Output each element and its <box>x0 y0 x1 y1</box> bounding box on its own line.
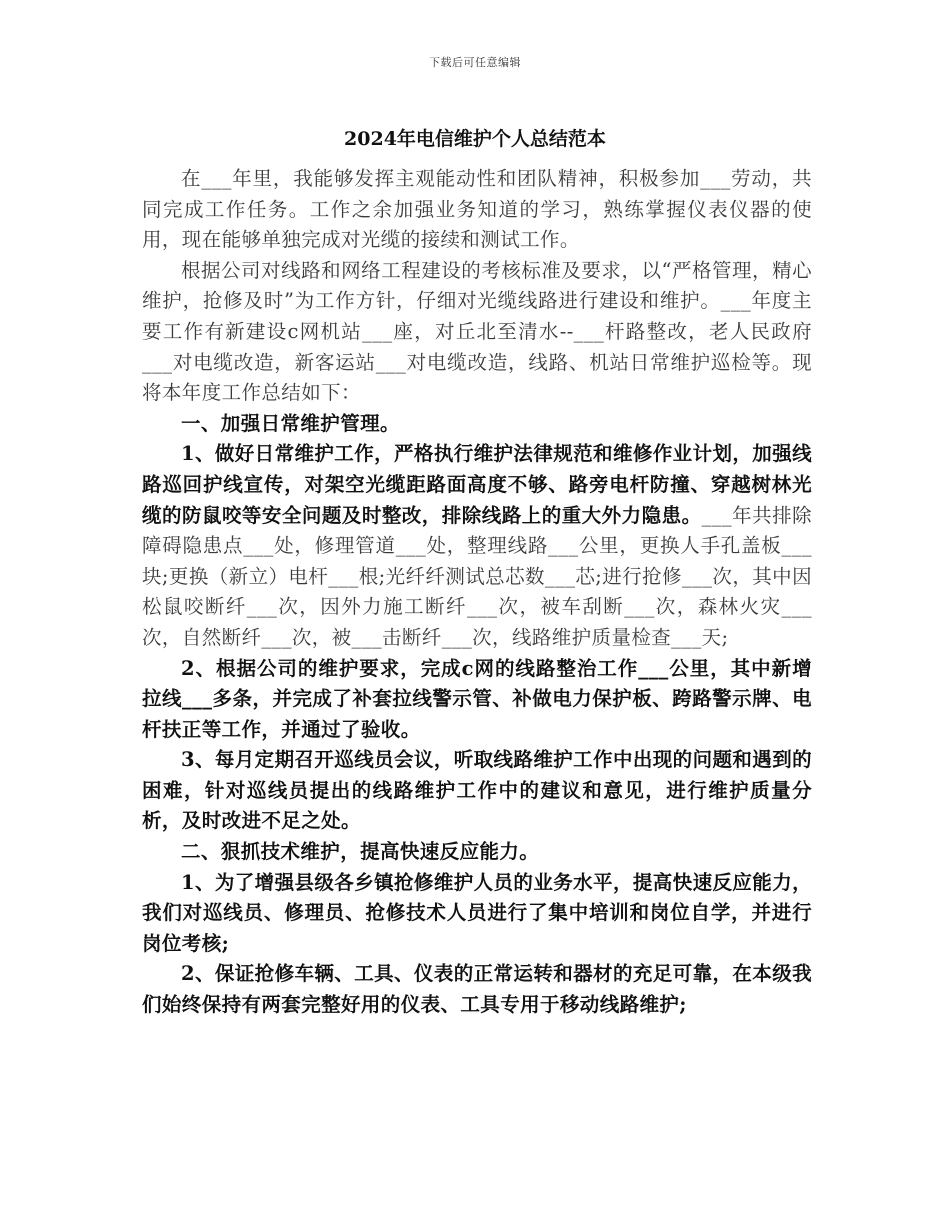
section-heading-2: 二、狠抓技术维护，提高快速反应能力。 <box>181 840 540 864</box>
paragraph-item-1-1 <box>142 439 812 653</box>
paragraph-overview: 根据公司对线路和网络工程建设的考核标准及要求，以“严格管理，精心维护，抢修及时”为工作方针，仔细对光缆线路进行建设和维护。___年度主要工作有新建设c网机站___座，对丘北至清水--___杆路整改，老人民政府___对电缆改造，新客运站___对电缆改造，线路、机站日常维护巡检等。现将本年度工作总结如下： <box>142 258 812 405</box>
paragraph-item-1-1-bold: 1、做好日常维护工作，严格执行维护法律规范和维修作业计划，加强线路巡回护线宣传，对架空光缆距路面高度不够、路旁电杆防撞、穿越树林光缆的防鼠咬等安全问题及时整改，排除线路上的重大外力隐患。 <box>142 442 812 527</box>
paragraph-intro: 在___年里，我能够发挥主观能动性和团队精神，积极参加___劳动，共同完成工作任务。工作之余加强业务知道的学习，熟练掌握仪表仪器的使用，现在能够单独完成对光缆的接续和测试工作。 <box>142 167 812 252</box>
paragraph-item-2-1: 1、为了增强县级各乡镇抢修维护人员的业务水平，提高快速反应能力，我们对巡线员、修理员、抢修技术人员进行了集中培训和岗位自学，并进行岗位考核; <box>142 870 812 955</box>
document-title: 2024年电信维护个人总结范本 <box>344 128 606 150</box>
paragraph-item-1-3: 3、每月定期召开巡线员会议，听取线路维护工作中出现的问题和遇到的困难，针对巡线员提出的线路维护工作中的建议和意见，进行维护质量分析，及时改进不足之处。 <box>142 748 812 833</box>
paragraph-item-1-2: 2、根据公司的维护要求，完成c网的线路整治工作___公里，其中新增拉线___多条，并完成了补套拉线警示管、补做电力保护板、跨路警示牌、电杆扶正等工作，并通过了验收。 <box>142 656 812 741</box>
section-heading-1: 一、加强日常维护管理。 <box>181 411 400 435</box>
paragraph-item-2-2: 2、保证抢修车辆、工具、仪表的正常运转和器材的充足可靠，在本级我们始终保持有两套完整好用的仪表、工具专用于移动线路维护; <box>142 962 812 1017</box>
paragraph-item-1-1-stats: ___年共排除障碍隐患点___处，修理管道___处，整理线路___公里，更换人手孔盖板___块;更换（新立）电杆___根;光纤纤测试总芯数___芯;进行抢修___次，其中因松鼠咬断纤___次，因外力施工断纤___次，被车刮断___次，森林火灾___次，自然断纤___次，被___击断纤___次，线路维护质量检查___天; <box>142 503 812 649</box>
header-note: 下载后可任意编辑 <box>429 56 521 69</box>
document-body <box>142 164 812 1021</box>
